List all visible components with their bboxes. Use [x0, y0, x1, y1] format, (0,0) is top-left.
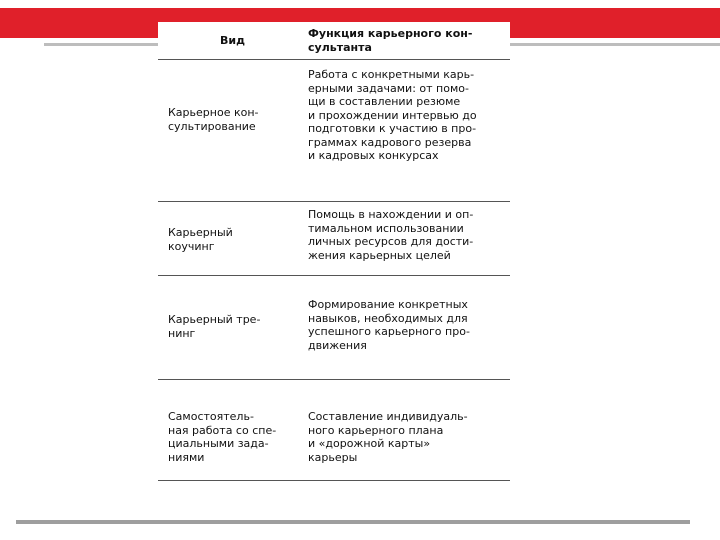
row-kind: Карьерный коучинг — [168, 226, 233, 253]
row-function: Помощь в нахождении и оп- тимальном использовании личных ресурсов для дости- жения карьерных целей — [308, 208, 474, 262]
table-row — [158, 60, 510, 202]
row-kind: Самостоятель- ная работа со спе- циальными зада- ниями — [168, 410, 277, 464]
row-kind: Карьерное кон- сультирование — [168, 106, 259, 133]
header-kind: Вид — [220, 34, 245, 47]
table-row — [158, 276, 510, 380]
bottom-divider — [16, 520, 690, 524]
career-consulting-table — [158, 22, 510, 481]
table-row — [158, 202, 510, 276]
table-header-row — [158, 22, 510, 60]
table-row — [158, 380, 510, 480]
row-function: Формирование конкретных навыков, необходимых для успешного карьерного про- движения — [308, 298, 470, 352]
row-function: Работа с конкретными карь- ерными задачами: от помо- щи в составлении резюме и прохождении интервью до подготовки к участию в про- граммах кадрового резерва и кадровых конкурсах — [308, 68, 477, 162]
header-function: Функция карьерного кон- сультанта — [308, 27, 473, 54]
row-function: Составление индивидуаль- ного карьерного плана и «дорожной карты» карьеры — [308, 410, 468, 464]
row-kind: Карьерный тре- нинг — [168, 313, 261, 340]
